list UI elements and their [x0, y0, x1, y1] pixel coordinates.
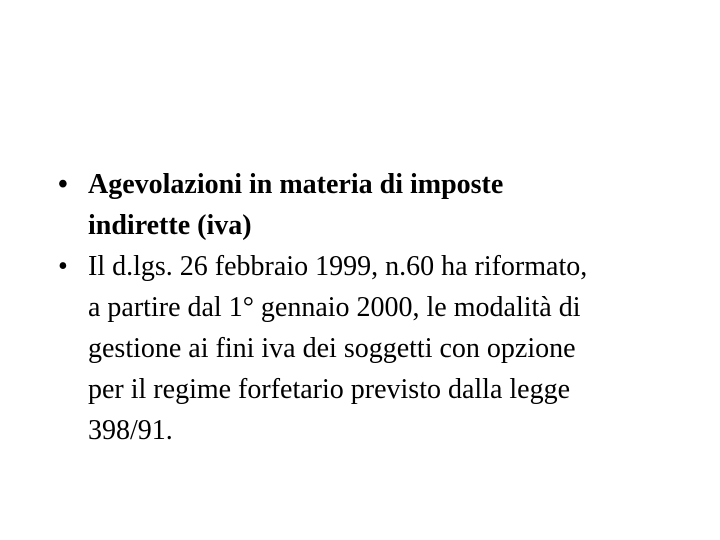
bullet-line: a partire dal 1° gennaio 2000, le modalità di	[88, 292, 581, 323]
bullet-line: indirette (iva)	[88, 210, 252, 241]
bullet-line: Il d.lgs. 26 febbraio 1999, n.60 ha riformato,	[88, 251, 588, 282]
bullet-line: gestione ai fini iva dei soggetti con opzione	[88, 333, 576, 364]
bullet-item-dlgs	[58, 246, 698, 451]
bullet-list	[58, 164, 698, 451]
bullet-item-agevolazioni	[58, 164, 698, 246]
bullet-dot: •	[58, 169, 68, 200]
bullet-line: 398/91.	[88, 415, 173, 446]
bullet-line: Agevolazioni in materia di imposte	[88, 169, 504, 200]
bullet-line: per il regime forfetario previsto dalla legge	[88, 374, 571, 405]
bullet-dot: •	[58, 251, 68, 282]
